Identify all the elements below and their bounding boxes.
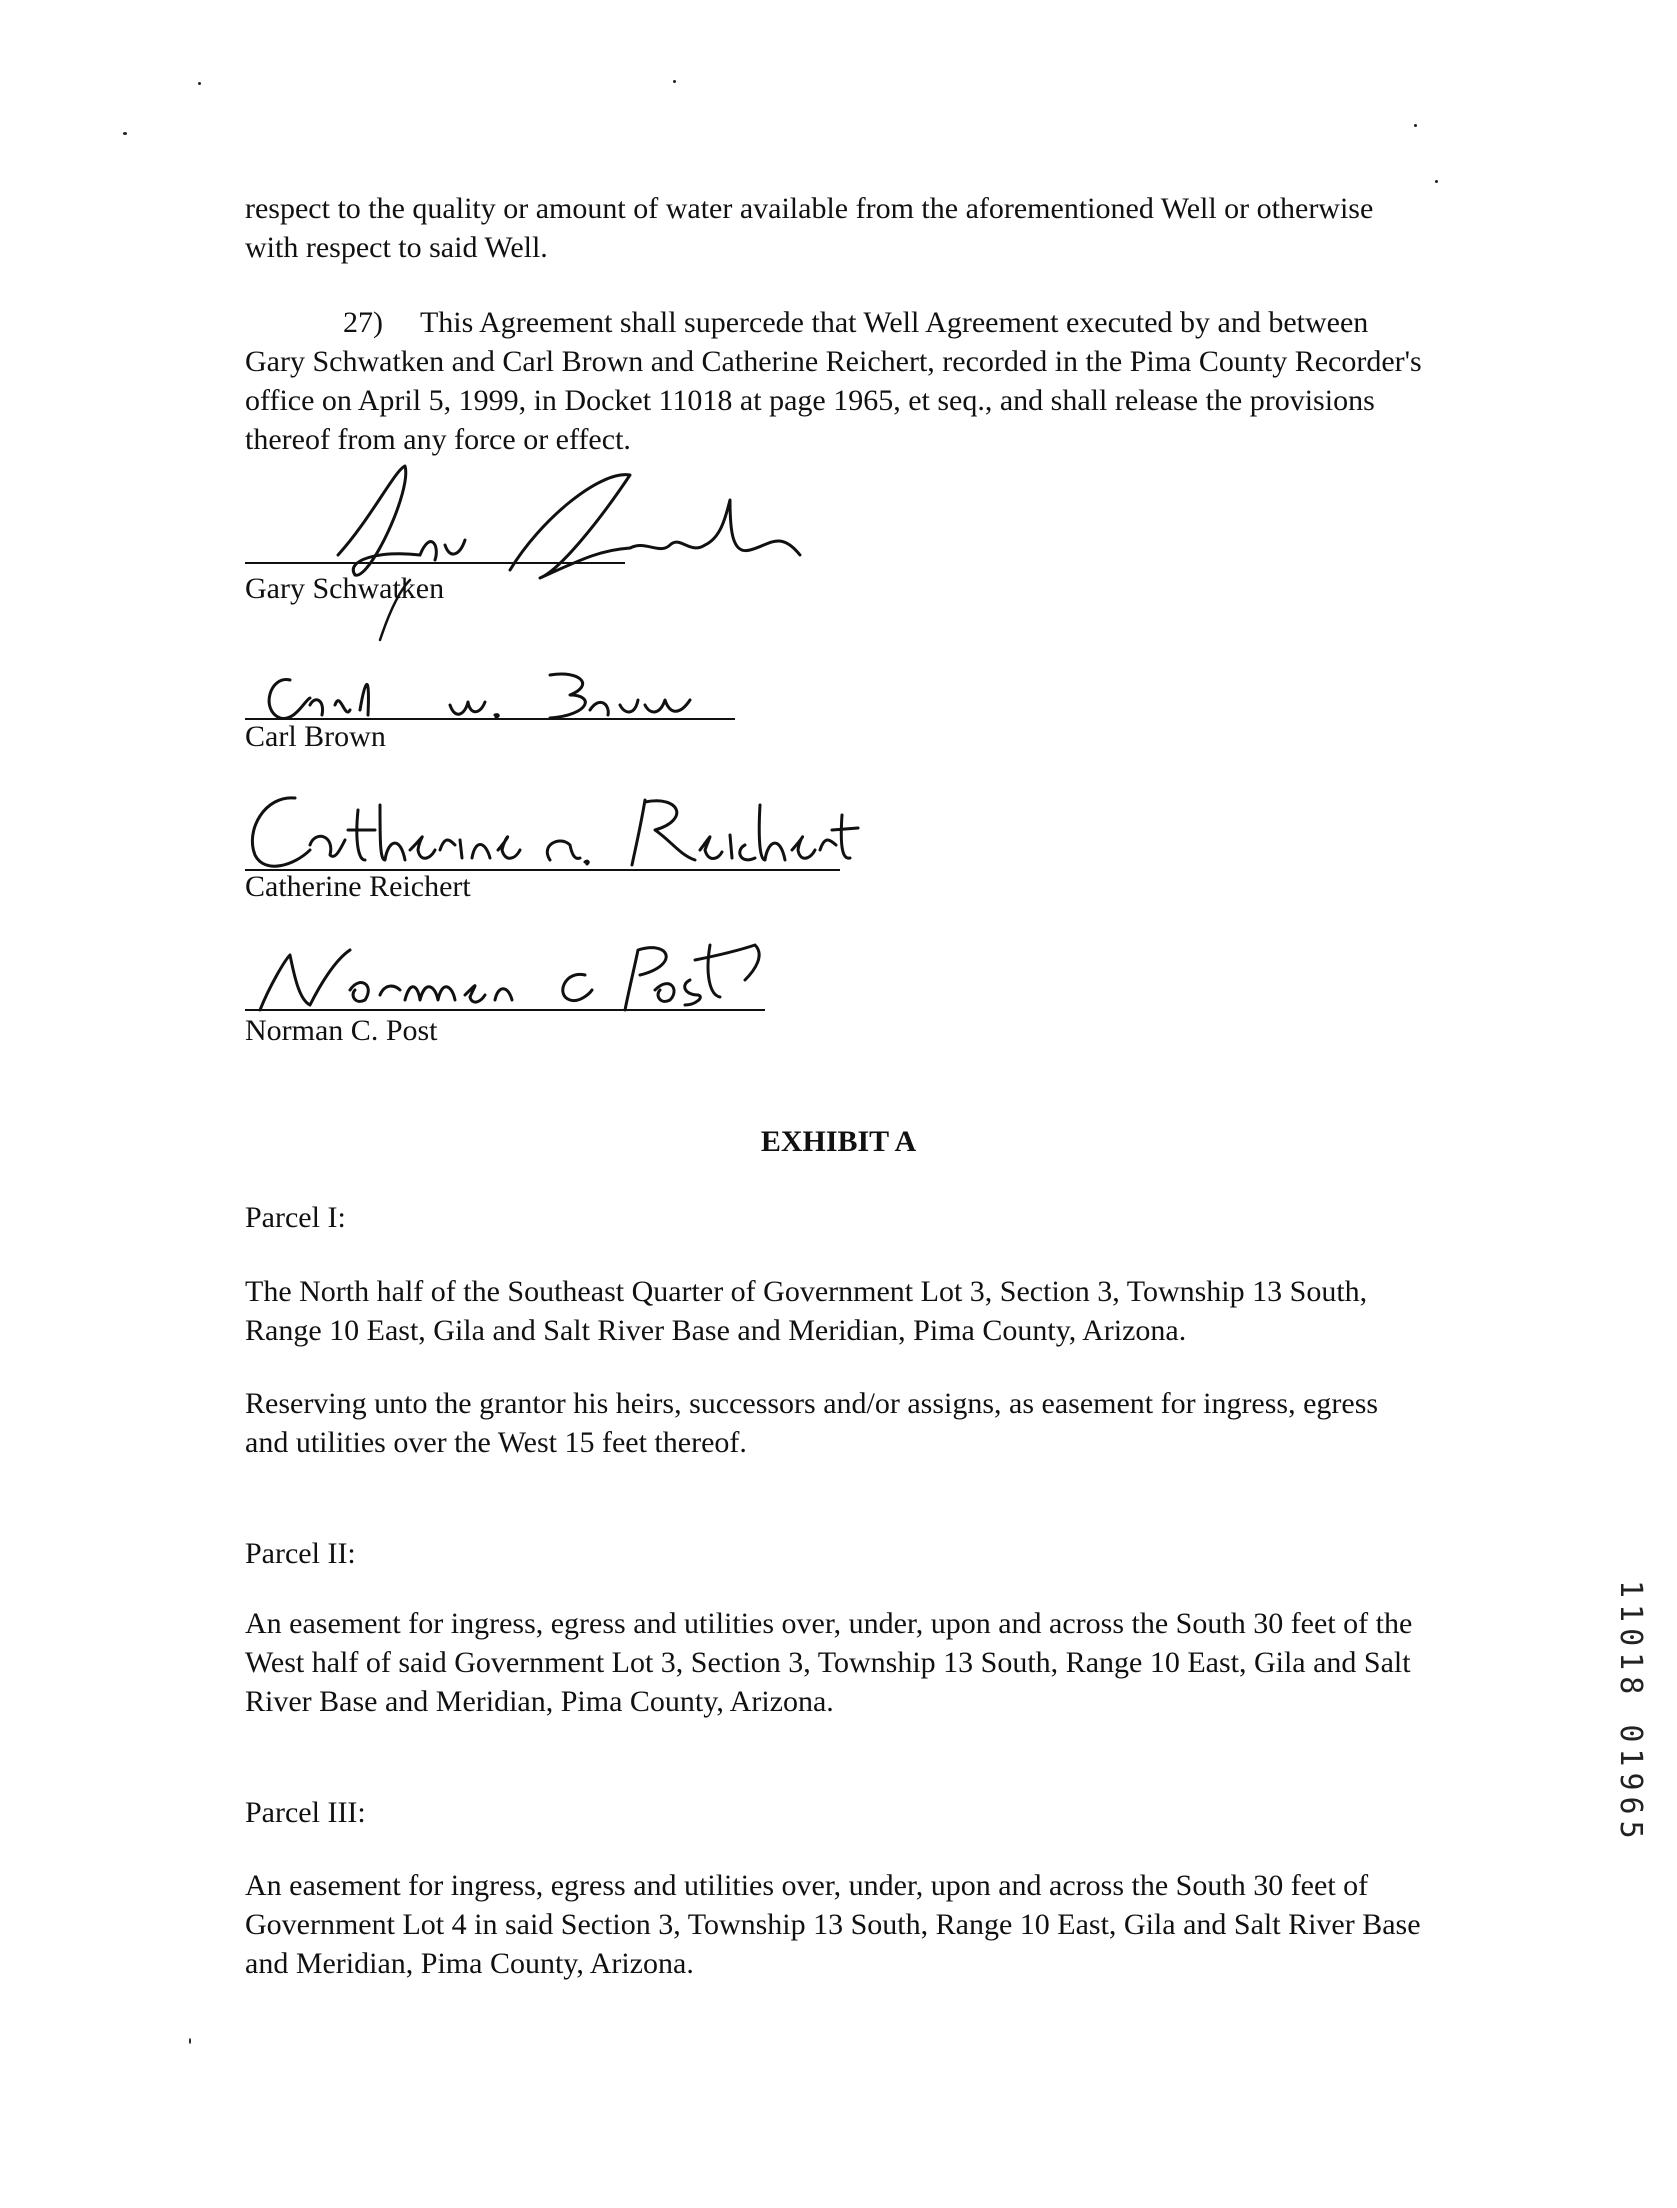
scan-speck <box>198 82 201 85</box>
signature-gary-schwatken <box>300 460 820 650</box>
signatory-name-catherine: Catherine Reichert <box>245 870 471 903</box>
signatory-name-carl: Carl Brown <box>245 720 386 753</box>
recorder-docket-stamp-text: 11018 01965 <box>1613 1580 1648 1845</box>
parcel-3-label: Parcel III: <box>245 1796 366 1829</box>
scan-speck <box>189 2038 191 2044</box>
scan-speck <box>673 80 676 83</box>
signature-line <box>245 562 625 564</box>
parcel-2-description: An easement for ingress, egress and utilities over, under, upon and across the South 30 feet of the West half of said Government Lot 3, Section 3, Township 13 South, Range 10 East, Gila and Salt River Base and Meridian, Pima County, Arizona. <box>245 1607 1413 1718</box>
parcel-1-label: Parcel I: <box>245 1201 346 1234</box>
parcel-1-reservation: Reserving unto the grantor his heirs, successors and/or assigns, as easement for ingress, egress and utilities over the West 15 feet thereof. <box>245 1387 1379 1459</box>
exhibit-a-heading: EXHIBIT A <box>760 1125 917 1158</box>
signatory-name-gary: Gary Schwatken <box>245 572 445 605</box>
signature-line <box>245 1009 765 1011</box>
parcel-2-label: Parcel II: <box>245 1537 356 1570</box>
scan-speck <box>1435 180 1438 183</box>
recorder-docket-stamp <box>1612 1580 1648 1940</box>
signature-catherine-reichert <box>240 790 860 880</box>
signature-norman-post <box>240 935 780 1025</box>
signatory-name-norman: Norman C. Post <box>245 1014 438 1047</box>
parcel-1-description: The North half of the Southeast Quarter of Government Lot 3, Section 3, Township 13 South, Range 10 East, Gila and Salt River Base and Meridian, Pima County, Arizona. <box>245 1275 1368 1347</box>
parcel-3-description: An easement for ingress, egress and utilities over, under, upon and across the South 30 feet of Government Lot 4 in said Section 3, Township 13 South, Range 10 East, Gila and Salt River Base and Meridian, Pima County, Arizona. <box>245 1869 1421 1980</box>
scan-speck <box>123 132 127 135</box>
paragraph-27-supersede: 27) This Agreement shall supercede that Well Agreement executed by and between Gary Schwatken and Carl Brown and Catherine Reichert, recorded in the Pima County Recorder's office on April 5, 1999, in Docket 11018 at page 1965, et seq., and shall release the provisions thereof from any force or effect. <box>245 306 1422 456</box>
scan-speck <box>1414 124 1417 127</box>
paragraph-well-quality: respect to the quality or amount of water available from the aforementioned Well or otherwise with respect to said Well. <box>245 192 1374 264</box>
